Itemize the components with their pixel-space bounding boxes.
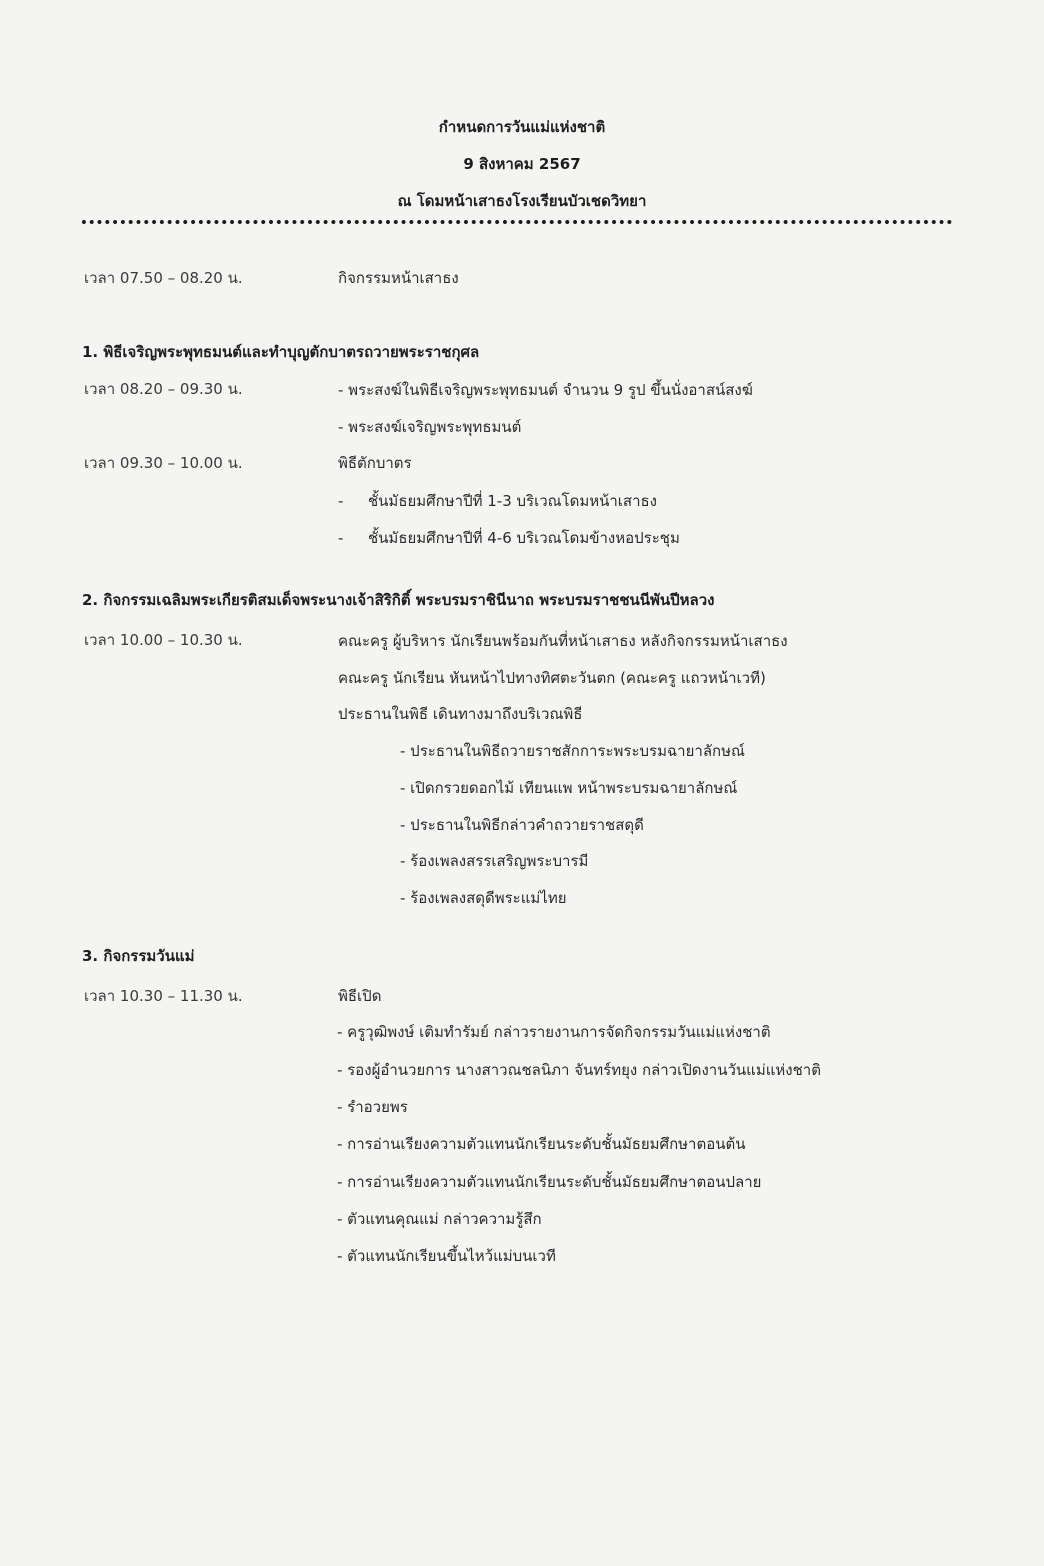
section3-item: - รำอวยพร (337, 1098, 408, 1116)
section2-item: - ประธานในพิธีกล่าวคำถวายราชสดุดี (400, 816, 644, 834)
intro-time: เวลา 07.50 – 08.20 น. (84, 269, 243, 287)
document-title: กำหนดการวันแม่แห่งชาติ (438, 118, 606, 136)
section1-item: - พระสงฆ์เจริญพระพุทธมนต์ (338, 418, 522, 436)
section2-line: ประธานในพิธี เดินทางมาถึงบริเวณพิธี (338, 705, 583, 723)
section3-title: 3. กิจกรรมวันแม่ (82, 947, 195, 965)
section2-line: คณะครู ผู้บริหาร นักเรียนพร้อมกันที่หน้าเสาธง หลังกิจกรรมหน้าเสาธง (338, 632, 788, 650)
section3-item: - ตัวแทนคุณแม่ กล่าวความรู้สึก (337, 1210, 542, 1228)
section1-time-a: เวลา 08.20 – 09.30 น. (84, 380, 243, 398)
section3-item: - การอ่านเรียงความตัวแทนนักเรียนระดับชั้นมัธยมศึกษาตอนปลาย (337, 1173, 762, 1191)
section1-alms-item: - ชั้นมัธยมศึกษาปีที่ 4-6 บริเวณโดมข้างหอประชุม (338, 529, 680, 547)
section1-title: 1. พิธีเจริญพระพุทธมนต์และทำบุญตักบาตรถวายพระราชกุศล (82, 343, 480, 361)
section2-time: เวลา 10.00 – 10.30 น. (84, 631, 243, 649)
section2-line: คณะครู นักเรียน หันหน้าไปทางทิศตะวันตก (คณะครู แถวหน้าเวที) (338, 669, 766, 687)
section3-time: เวลา 10.30 – 11.30 น. (84, 987, 243, 1005)
intro-activity: กิจกรรมหน้าเสาธง (338, 269, 459, 287)
section3-item: - รองผู้อำนวยการ นางสาวณชลนิภา จันทร์ทยุง กล่าวเปิดงานวันแม่แห่งชาติ (337, 1061, 821, 1079)
section1-ceremony: พิธีตักบาตร (338, 454, 412, 472)
section3-item: - ครูวุฒิพงษ์ เติมทำรัมย์ กล่าวรายงานการจัดกิจกรรมวันแม่แห่งชาติ (337, 1023, 771, 1041)
section1-item: - พระสงฆ์ในพิธีเจริญพระพุทธมนต์ จำนวน 9 รูป ขึ้นนั่งอาสน์สงฆ์ (338, 381, 753, 399)
section3-ceremony: พิธีเปิด (338, 987, 382, 1005)
document-venue: ณ โดมหน้าเสาธงโรงเรียนบัวเชดวิทยา (397, 192, 647, 210)
section2-item: - เปิดกรวยดอกไม้ เทียนแพ หน้าพระบรมฉายาลักษณ์ (400, 779, 738, 797)
section2-item: - ประธานในพิธีถวายราชสักการะพระบรมฉายาลักษณ์ (400, 742, 745, 760)
section1-alms-item: - ชั้นมัธยมศึกษาปีที่ 1-3 บริเวณโดมหน้าเสาธง (338, 492, 657, 510)
section3-item: - การอ่านเรียงความตัวแทนนักเรียนระดับชั้นมัธยมศึกษาตอนต้น (337, 1135, 746, 1153)
section1-time-b: เวลา 09.30 – 10.00 น. (84, 454, 243, 472)
section2-item: - ร้องเพลงสรรเสริญพระบารมี (400, 852, 589, 870)
section3-item: - ตัวแทนนักเรียนขึ้นไหว้แม่บนเวที (337, 1247, 556, 1265)
section2-title: 2. กิจกรรมเฉลิมพระเกียรติสมเด็จพระนางเจ้าสิริกิติ์ พระบรมราชินีนาถ พระบรมราชชนนีพันปีหลวง (82, 591, 715, 609)
dotted-divider (80, 219, 952, 225)
document-date: 9 สิงหาคม 2567 (463, 155, 581, 173)
section2-item: - ร้องเพลงสดุดีพระแม่ไทย (400, 889, 567, 907)
